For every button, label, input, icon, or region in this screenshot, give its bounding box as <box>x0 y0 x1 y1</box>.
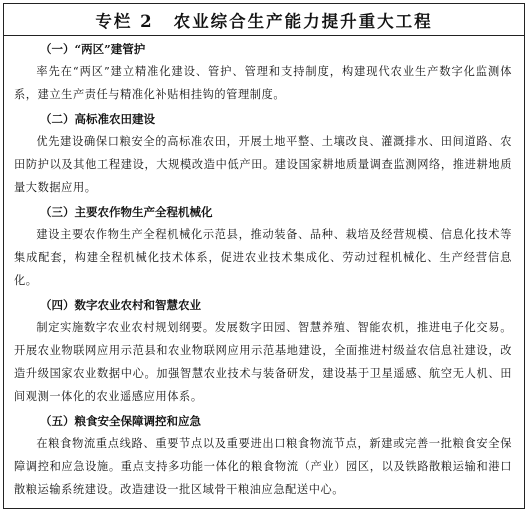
section-heading: （四）数字农业农村和智慧农业 <box>40 298 201 312</box>
section-grain-security <box>14 410 512 501</box>
box-content <box>4 38 524 503</box>
section-heading: （五）粮食安全保障调控和应急 <box>40 414 201 428</box>
section-heading: （三）主要农作物生产全程机械化 <box>40 205 213 219</box>
section-digital-agriculture <box>14 294 512 408</box>
section-body: 优先建设确保口粮安全的高标准农田，开展土地平整、土壤改良、灌溉排水、田间道路、农田防护以及其他工程建设，大规模改造中低产田。建设国家耕地质量调查监测网络，推进耕地质量大数据应用。 <box>14 135 512 194</box>
section-body: 建设主要农作物生产全程机械化示范县，推动装备、品种、栽培及经营规模、信息化技术等集成配套，构建全程机械化技术体系，促进农业技术集成化、劳动过程机械化、生产经营信息化。 <box>14 228 512 287</box>
column-box <box>3 3 525 509</box>
section-liangqu <box>14 38 512 106</box>
section-heading: （一）“两区”建管护 <box>40 42 146 56</box>
section-heading: （二）高标准农田建设 <box>40 112 155 126</box>
box-title-text: 农业综合生产能力提升重大工程 <box>173 11 433 31</box>
section-body: 在粮食物流重点线路、重要节点以及重要进出口粮食物流节点，新建或完善一批粮食安全保障调控和应急设施。重点支持多功能一体化的粮食物流（产业）园区，以及铁路散粮运输和港口散粮运输系统建设。改造建设一批区域骨干粮油应急配送中心。 <box>14 437 512 496</box>
section-farmland <box>14 108 512 199</box>
section-body: 率先在“两区”建立精准化建设、管护、管理和支持制度，构建现代农业生产数字化监测体系，建立生产责任与精准化补贴相挂钩的管理制度。 <box>14 65 512 101</box>
section-mechanization <box>14 201 512 292</box>
box-title-label: 专栏 2 <box>95 11 154 31</box>
box-title <box>95 8 432 32</box>
section-body: 制定实施数字农业农村规划纲要。发展数字田园、智慧养殖、智能农机，推进电子化交易。开展农业物联网应用示范县和农业物联网应用示范基地建设，全面推进村级益农信息社建设，改造升级国家农业数据中心。加强智慧农业技术与装备研发，建设基于卫星遥感、航空无人机、田间观测一体化的农业遥感应用体系。 <box>14 321 512 403</box>
box-title-row <box>4 4 524 36</box>
